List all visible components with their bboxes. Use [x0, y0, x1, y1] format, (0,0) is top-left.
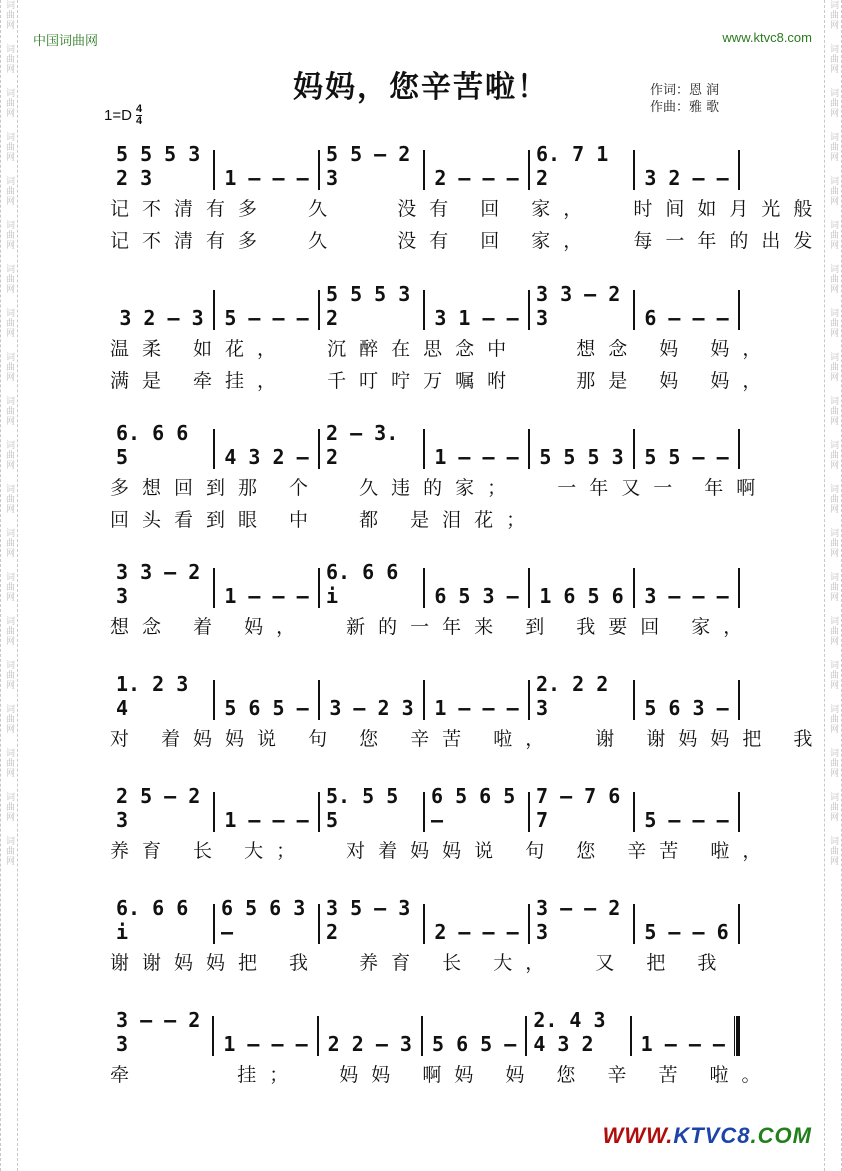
- side-watermark: 词曲网: [828, 396, 838, 426]
- score-line-5: [110, 672, 826, 752]
- measure: 3 5 – 3 2: [326, 896, 411, 944]
- side-watermark: 词曲网: [828, 704, 838, 734]
- measure: 3 – – –: [644, 584, 729, 608]
- time-signature: [136, 104, 142, 127]
- side-watermark: 词曲网: [828, 0, 838, 30]
- measure: 3 2 – –: [644, 166, 729, 190]
- side-watermark: 词曲网: [4, 0, 14, 30]
- side-watermark: 词曲网: [4, 220, 14, 250]
- side-watermark: 词曲网: [828, 308, 838, 338]
- notes-row: [110, 1008, 740, 1056]
- measure: 3 – – 2 3: [536, 896, 621, 944]
- footer-logo: [603, 1123, 812, 1149]
- lyric-line: 回头看到眼 中 都 是泪花；: [110, 509, 539, 531]
- side-watermark: 词曲网: [4, 308, 14, 338]
- measure: 3 3 – 2 3: [116, 560, 201, 608]
- measure: 1 – – –: [223, 1032, 308, 1056]
- barline: [738, 792, 740, 832]
- time-denominator: 4: [135, 115, 143, 127]
- measure: 1 – – –: [224, 584, 309, 608]
- measure: 5 5 – –: [644, 445, 729, 469]
- score-line-2: [110, 282, 775, 394]
- score-line-4: [110, 560, 756, 640]
- measure: 5 6 3 –: [644, 696, 729, 720]
- logo-part-tld: .COM: [750, 1123, 812, 1148]
- side-watermark: 词曲网: [828, 132, 838, 162]
- measure: 2 2 – 3: [327, 1032, 412, 1056]
- measure: 1 6 5 6: [539, 584, 624, 608]
- measure: 1 – – –: [640, 1032, 725, 1056]
- measure: 5 5 5 3: [539, 445, 624, 469]
- side-watermark: 词曲网: [4, 836, 14, 866]
- side-watermark: 词曲网: [4, 264, 14, 294]
- side-watermark: 词曲网: [828, 572, 838, 602]
- measure: 5 6 5 –: [224, 696, 309, 720]
- measure: 3 1 – –: [434, 306, 519, 330]
- lyric-line: 多想回到那 个 久违的家； 一年又一 年啊: [110, 477, 769, 499]
- composer: 作曲：雅 歌: [650, 100, 720, 115]
- lyric-line: 温柔 如花， 沉醉在思念中 想念 妈 妈，: [110, 338, 775, 360]
- notes-row: [110, 672, 740, 720]
- measure: 6. 6 6 i: [326, 560, 399, 608]
- notes-row: [110, 896, 740, 944]
- measure: 2 – 3. 2: [326, 421, 399, 469]
- side-watermark: 词曲网: [828, 484, 838, 514]
- measure: 6 5 6 5 –: [431, 784, 516, 832]
- measure: 6. 7 1 2: [536, 142, 609, 190]
- time-numerator: 4: [135, 103, 143, 115]
- measure: 5 – – 6: [644, 920, 729, 944]
- side-watermark: 词曲网: [828, 264, 838, 294]
- lyric-line: 养育 长 大； 对着妈妈说 句 您 辛苦 啦，: [110, 840, 775, 862]
- notes-row: [110, 421, 740, 469]
- measure: 1 – – –: [224, 808, 309, 832]
- measure: 6 – – –: [644, 306, 729, 330]
- lyric-line: 记不清有多 久 没有 回 家， 时间如月光般: [110, 198, 826, 220]
- lyric-line: 记不清有多 久 没有 回 家， 每一年的出发: [110, 230, 826, 252]
- side-watermark: 词曲网: [828, 792, 838, 822]
- key-label: 1=D: [104, 107, 132, 124]
- measure: 6 5 3 –: [434, 584, 519, 608]
- side-watermark: 词曲网: [828, 836, 838, 866]
- side-watermark: 词曲网: [828, 616, 838, 646]
- side-watermark: 词曲网: [828, 660, 838, 690]
- measure: 4 3 2 –: [224, 445, 309, 469]
- lyric-line: 谢谢妈妈把 我 养育 长 大， 又 把 我: [110, 952, 730, 974]
- score-line-7: [110, 896, 740, 976]
- notes-row: [110, 560, 740, 608]
- credits: [650, 82, 719, 116]
- side-watermark: 词曲网: [4, 484, 14, 514]
- barline: [738, 680, 740, 720]
- side-watermark: 词曲网: [4, 88, 14, 118]
- watermark-strip-left: [0, 0, 18, 1171]
- measure: 1 – – –: [224, 166, 309, 190]
- measure: 5 5 – 2 3: [326, 142, 411, 190]
- side-watermark: 词曲网: [4, 440, 14, 470]
- side-watermark: 词曲网: [4, 572, 14, 602]
- side-watermark: 词曲网: [828, 44, 838, 74]
- score-line-6: [110, 784, 775, 864]
- barline: [738, 904, 740, 944]
- measure: 6. 6 6 i: [116, 896, 189, 944]
- side-watermark: 词曲网: [4, 748, 14, 778]
- measure: 5 6 5 –: [432, 1032, 517, 1056]
- measure: 3 2 – 3: [119, 306, 204, 330]
- side-watermark: 词曲网: [4, 352, 14, 382]
- measure: 5 – – –: [224, 306, 309, 330]
- measure: 1 – – –: [434, 445, 519, 469]
- song-title: 妈妈，您辛苦啦！: [293, 70, 549, 105]
- side-watermark: 词曲网: [4, 396, 14, 426]
- score-line-3: [110, 421, 769, 533]
- lyric-line: 想念 着 妈， 新的一年来 到 我要回 家，: [110, 616, 756, 638]
- logo-part-name: KTVC8: [673, 1123, 751, 1148]
- lyric-line: 牵 挂； 妈妈 啊妈 妈 您 辛 苦 啦。: [110, 1064, 774, 1086]
- side-watermark: 词曲网: [828, 176, 838, 206]
- watermark-strip-right: [824, 0, 842, 1171]
- site-name-left: 中国词曲网: [33, 34, 99, 49]
- measure: 1 – – –: [434, 696, 519, 720]
- measure: 3 – 2 3: [329, 696, 414, 720]
- site-url-right[interactable]: www.ktvc8.com: [722, 30, 812, 45]
- measure: 5 5 5 3 2 3: [116, 142, 201, 190]
- logo-part-www: WWW.: [602, 1123, 674, 1148]
- barline: [738, 150, 740, 190]
- measure: 5 5 5 3 2: [326, 282, 411, 330]
- side-watermark: 词曲网: [828, 220, 838, 250]
- side-watermark: 词曲网: [4, 704, 14, 734]
- score-line-1: [110, 142, 826, 254]
- measure: 5 – – –: [644, 808, 729, 832]
- measure: 2 5 – 2 3: [116, 784, 201, 832]
- side-watermark: 词曲网: [828, 440, 838, 470]
- side-watermark: 词曲网: [828, 528, 838, 558]
- measure: 2. 2 2 3: [536, 672, 609, 720]
- side-watermark: 词曲网: [4, 660, 14, 690]
- lyric-line: 满是 牵挂， 千叮咛万嘱咐 那是 妈 妈，: [110, 370, 775, 392]
- measure: 7 – 7 6 7: [536, 784, 621, 832]
- side-watermark: 词曲网: [4, 792, 14, 822]
- notes-row: [110, 142, 740, 190]
- measure: 5. 5 5 5: [326, 784, 399, 832]
- notes-row: [110, 282, 740, 330]
- lyricist: 作词：恩 润: [650, 83, 720, 98]
- key-signature: [104, 104, 142, 127]
- measure: 6. 6 6 5: [116, 421, 189, 469]
- measure: 6 5 6 3 –: [221, 896, 306, 944]
- measure: 2 – – –: [434, 166, 519, 190]
- side-watermark: 词曲网: [4, 132, 14, 162]
- score-line-8: [110, 1008, 774, 1088]
- side-watermark: 词曲网: [828, 748, 838, 778]
- measure: 2 – – –: [434, 920, 519, 944]
- side-watermark: 词曲网: [4, 616, 14, 646]
- barline: [738, 429, 740, 469]
- barline: [738, 568, 740, 608]
- final-barline: [734, 1016, 740, 1056]
- measure: 3 – – 2 3: [116, 1008, 201, 1056]
- side-watermark: 词曲网: [828, 88, 838, 118]
- side-watermark: 词曲网: [4, 528, 14, 558]
- side-watermark: 词曲网: [4, 176, 14, 206]
- side-watermark: 词曲网: [828, 352, 838, 382]
- notes-row: [110, 784, 740, 832]
- barline: [738, 290, 740, 330]
- measure: 1. 2 3 4: [116, 672, 189, 720]
- lyric-line: 对 着妈妈说 句 您 辛苦 啦， 谢 谢妈妈把 我: [110, 728, 826, 750]
- measure: 3 3 – 2 3: [536, 282, 621, 330]
- side-watermark: 词曲网: [4, 44, 14, 74]
- measure: 2. 4 3 4 3 2: [533, 1008, 606, 1056]
